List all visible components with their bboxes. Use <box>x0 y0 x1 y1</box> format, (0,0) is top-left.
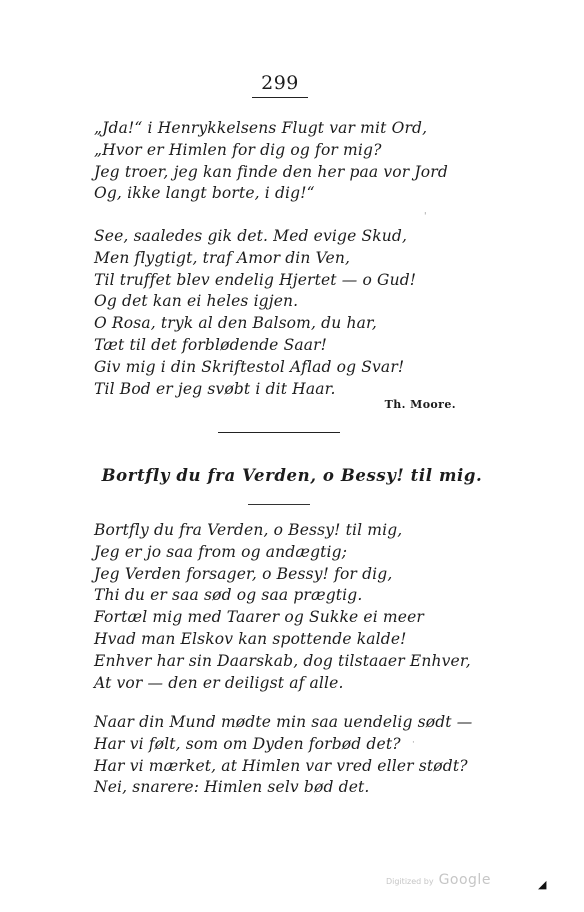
google-watermark <box>386 872 491 888</box>
verse-line: Jeg er jo saa from og andægtig; <box>94 542 348 561</box>
watermark-brand: Google <box>438 872 491 888</box>
scan-speck-icon: ' <box>424 212 427 222</box>
verse-line: Giv mig i din Skriftestol Aflad og Svar! <box>94 357 405 376</box>
verse-line: Nei, snarere: Himlen selv bød det. <box>94 778 370 797</box>
scan-speck-icon: · <box>412 738 415 748</box>
page-number: 299 <box>261 72 299 94</box>
verse-line: Til truffet blev endelig Hjertet — o Gud! <box>94 270 417 289</box>
verse-line: Enhver har sin Daarskab, dog tilstaaer Enhver, <box>94 651 471 670</box>
section-divider <box>218 432 340 433</box>
page-number-rule <box>252 97 308 98</box>
poem1-stanza2 <box>94 226 416 400</box>
corner-arrow-icon: ◢ <box>538 878 547 891</box>
verse-line: O Rosa, tryk al den Balsom, du har, <box>94 314 377 333</box>
verse-line: At vor — den er deiligst af alle. <box>94 673 344 692</box>
verse-line: „Jda!“ i Henrykkelsens Flugt var mit Ord, <box>94 119 428 137</box>
verse-line: Og det kan ei heles igjen. <box>94 292 299 311</box>
verse-line: Thi du er saa sød og saa prægtig. <box>94 586 363 605</box>
poem2-stanza1 <box>94 520 471 694</box>
verse-line: Tæt til det forblødende Saar! <box>94 335 328 354</box>
poem1-stanza1 <box>94 118 448 205</box>
verse-line: Og, ikke langt borte, i dig!“ <box>94 184 315 203</box>
title-divider <box>248 504 310 505</box>
verse-line: See, saaledes gik det. Med evige Skud, <box>94 227 408 245</box>
verse-line: Jeg troer, jeg kan finde den her paa vor Jord <box>94 162 448 181</box>
verse-line: Har vi følt, som om Dyden forbød det? <box>94 734 401 753</box>
verse-line: Til Bod er jeg svøbt i dit Haar. <box>94 379 336 398</box>
verse-line: Naar din Mund mødte min saa uendelig sødt — <box>94 713 473 731</box>
poem2-stanza2 <box>94 712 472 799</box>
poem1-attribution: Th. Moore. <box>384 398 456 411</box>
verse-line: Jeg Verden forsager, o Bessy! for dig, <box>94 564 393 583</box>
verse-line: Hvad man Elskov kan spottende kalde! <box>94 629 407 648</box>
verse-line: Bortfly du fra Verden, o Bessy! til mig, <box>94 521 403 539</box>
verse-line: Men flygtigt, traf Amor din Ven, <box>94 248 351 267</box>
poem2-title: Bortfly du fra Verden, o Bessy! til mig. <box>101 466 483 485</box>
verse-line: „Hvor er Himlen for dig og for mig? <box>94 140 382 159</box>
verse-line: Fortæl mig med Taarer og Sukke ei meer <box>94 608 424 627</box>
watermark-prefix: Digitized by <box>386 877 434 886</box>
verse-line: Har vi mærket, at Himlen var vred eller stødt? <box>94 756 468 775</box>
